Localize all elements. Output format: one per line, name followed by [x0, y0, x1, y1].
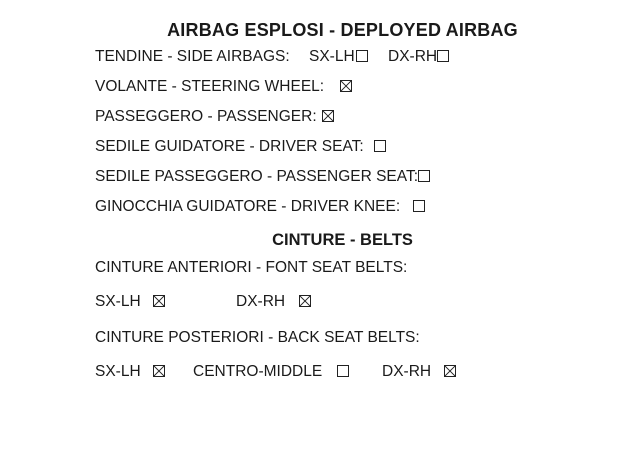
passenger-checkbox[interactable]	[322, 110, 334, 122]
front-belt-rh-checkbox[interactable]	[299, 295, 311, 307]
front-belts-label: CINTURE ANTERIORI - FONT SEAT BELTS:	[95, 259, 408, 276]
side-airbags-label: TENDINE - SIDE AIRBAGS:	[95, 48, 290, 65]
side-airbag-lh-checkbox[interactable]	[356, 50, 368, 62]
steering-wheel-label: VOLANTE - STEERING WHEEL:	[95, 78, 325, 95]
driver-seat-checkbox[interactable]	[374, 140, 386, 152]
belts-section-title: CINTURE - BELTS	[272, 231, 413, 249]
steering-wheel-checkbox[interactable]	[340, 80, 352, 92]
side-airbag-lh-label: SX-LH	[309, 48, 355, 65]
back-belt-lh-checkbox[interactable]	[153, 365, 165, 377]
driver-seat-label: SEDILE GUIDATORE - DRIVER SEAT:	[95, 138, 364, 155]
back-belts-label: CINTURE POSTERIORI - BACK SEAT BELTS:	[95, 329, 420, 346]
side-airbag-rh-label: DX-RH	[388, 48, 438, 65]
side-airbag-rh-checkbox[interactable]	[437, 50, 449, 62]
front-belt-rh-label: DX-RH	[236, 293, 286, 310]
side-airbags-row	[95, 47, 290, 67]
back-belt-middle-checkbox[interactable]	[337, 365, 349, 377]
front-belt-lh-label: SX-LH	[95, 293, 141, 310]
driver-knee-checkbox[interactable]	[413, 200, 425, 212]
document-title: AIRBAG ESPLOSI - DEPLOYED AIRBAG	[167, 20, 518, 40]
back-belt-lh-label: SX-LH	[95, 363, 141, 380]
driver-knee-label: GINOCCHIA GUIDATORE - DRIVER KNEE:	[95, 198, 401, 215]
front-belt-lh-checkbox[interactable]	[153, 295, 165, 307]
back-belt-rh-label: DX-RH	[382, 363, 432, 380]
back-belt-middle-label: CENTRO-MIDDLE	[193, 363, 323, 380]
passenger-seat-label: SEDILE PASSEGGERO - PASSENGER SEAT:	[95, 168, 419, 185]
back-belt-rh-checkbox[interactable]	[444, 365, 456, 377]
passenger-seat-checkbox[interactable]	[418, 170, 430, 182]
passenger-label: PASSEGGERO - PASSENGER:	[95, 108, 317, 125]
